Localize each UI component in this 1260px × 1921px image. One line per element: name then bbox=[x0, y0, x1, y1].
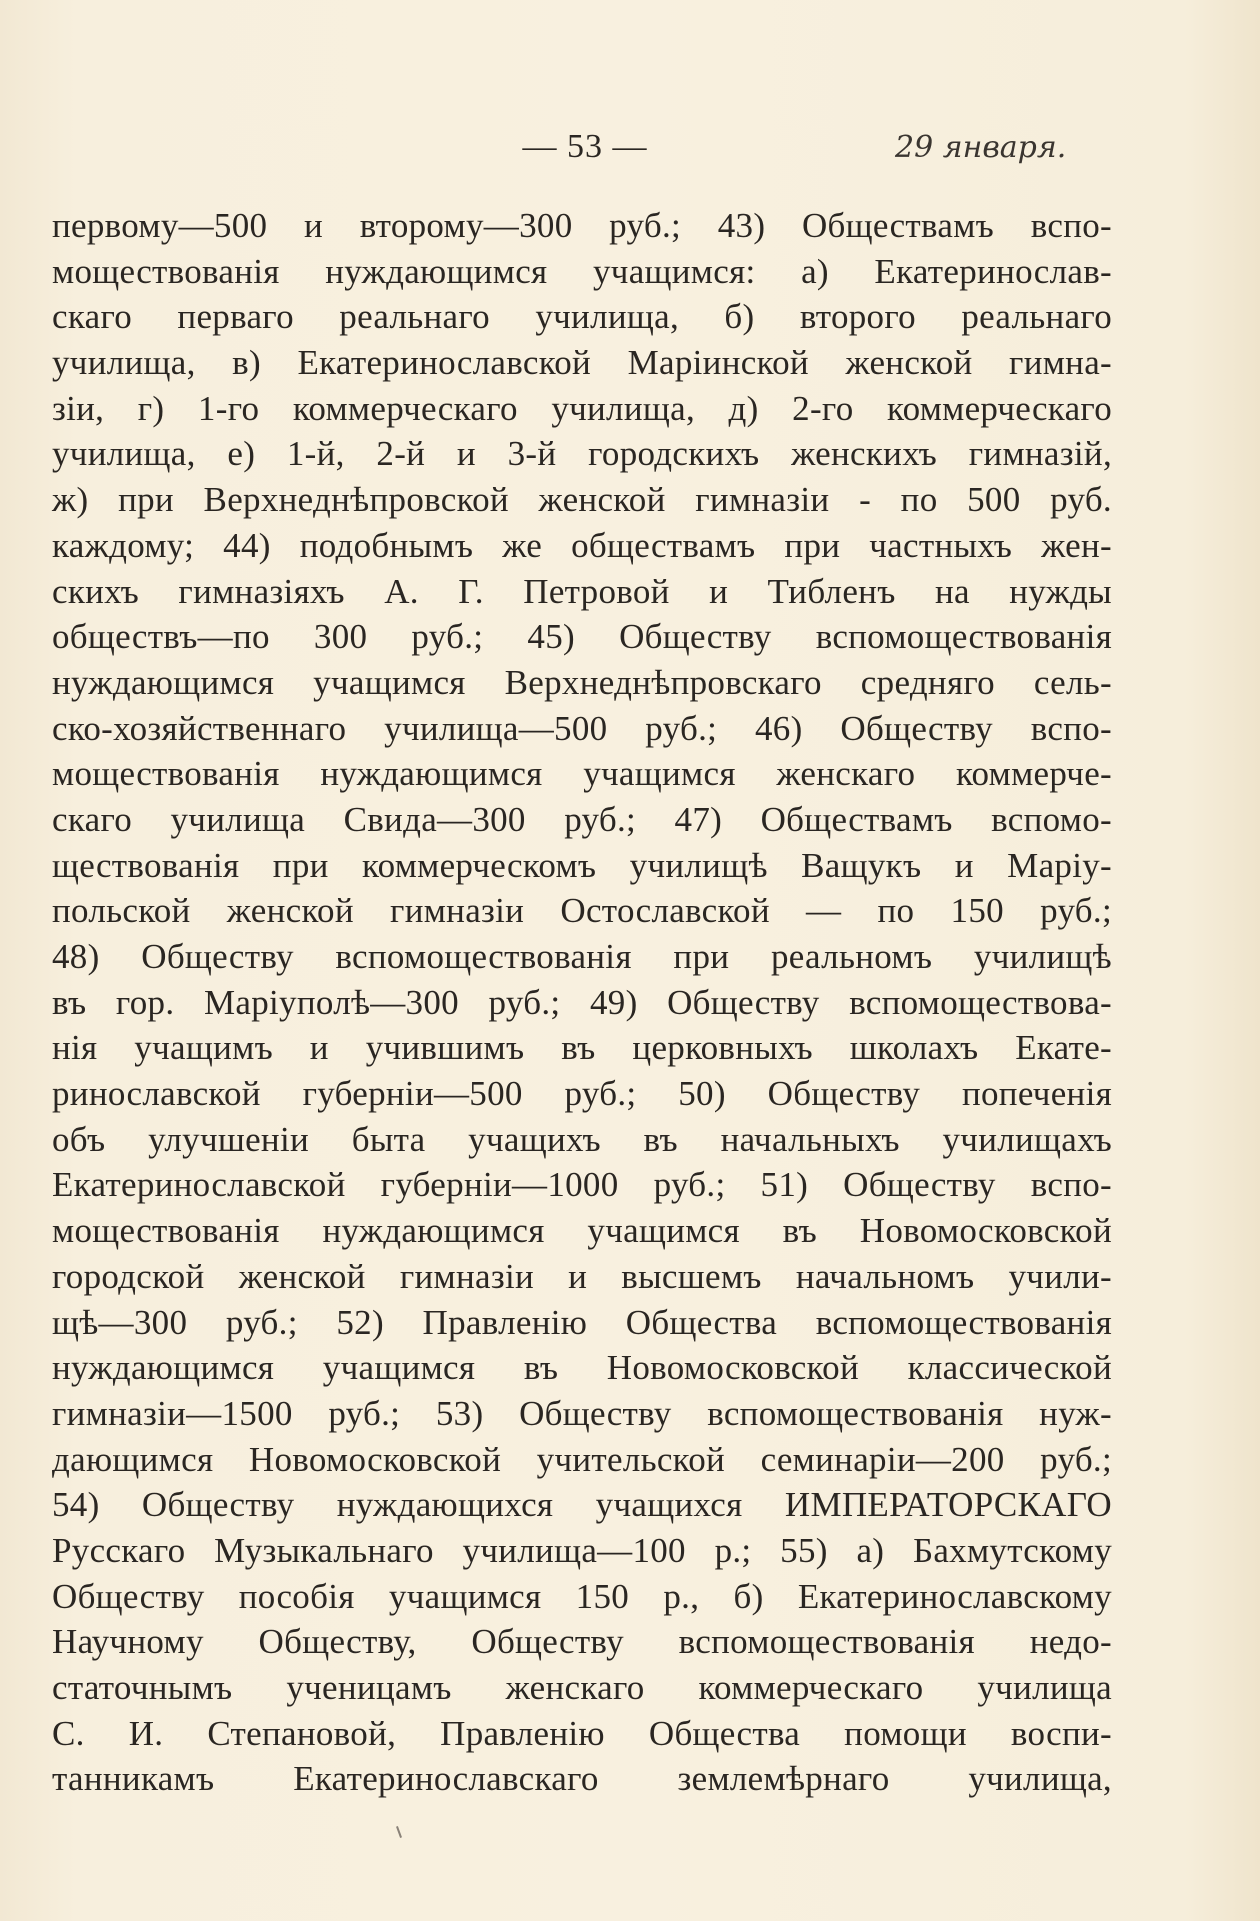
text-line: польской женской гимназіи Остославской — по 150 руб.; bbox=[52, 891, 1112, 931]
text-line: С. И. Степановой, Правленію Общества помощи воспи- bbox=[52, 1713, 1112, 1753]
text-line: скихъ гимназіяхъ А. Г. Петровой и Тибленъ на нужды bbox=[52, 571, 1112, 611]
text-line: въ гор. Маріуполѣ—300 руб.; 49) Обществу вспомоществова- bbox=[52, 982, 1112, 1022]
page-number: — 53 — bbox=[522, 128, 648, 165]
text-line: гимназіи—1500 руб.; 53) Обществу вспомоществованія нуж- bbox=[52, 1393, 1112, 1433]
text-line: училища, в) Екатеринославской Маріинской женской гимна- bbox=[52, 343, 1112, 383]
text-line: 48) Обществу вспомоществованія при реальномъ училищѣ bbox=[52, 937, 1112, 976]
text-line: ринославской губерніи—500 руб.; 50) Обществу попеченія bbox=[52, 1074, 1112, 1114]
text-line: танникамъ Екатеринославскаго землемѣрнаго училища, bbox=[52, 1759, 1112, 1799]
text-line: дающимся Новомосковской учительской семинаріи—200 руб.; bbox=[52, 1439, 1112, 1479]
text-line: зіи, г) 1-го коммерческаго училища, д) 2-го коммерческаго bbox=[52, 388, 1112, 428]
text-line: городской женской гимназіи и высшемъ начальномъ учили- bbox=[52, 1256, 1112, 1296]
text-line: нія учащимъ и учившимъ въ церковныхъ школахъ Екате- bbox=[52, 1028, 1112, 1068]
text-line: Обществу пособія учащимся 150 р., б) Екатеринославскому bbox=[52, 1576, 1112, 1616]
text-line: каждому; 44) подобнымъ же обществамъ при частныхъ жен- bbox=[52, 525, 1112, 565]
text-line: статочнымъ ученицамъ женскаго коммерческаго училища bbox=[52, 1668, 1112, 1707]
paper-mark bbox=[396, 1826, 402, 1838]
text-line: училища, е) 1-й, 2-й и 3-й городскихъ женскихъ гимназій, bbox=[52, 434, 1112, 474]
body-text bbox=[52, 203, 1112, 1802]
text-line: скаго училища Свида—300 руб.; 47) Обществамъ вспомо- bbox=[52, 799, 1112, 839]
text-line: ж) при Верхнеднѣпровской женской гимназіи - по 500 руб. bbox=[52, 480, 1112, 520]
text-line: 54) Обществу нуждающихся учащихся ИМПЕРАТОРСКАГО bbox=[52, 1485, 1112, 1525]
text-line: мoществованія нуждающимся учащимся: а) Екатеринослав- bbox=[52, 251, 1112, 291]
page-header bbox=[0, 128, 1260, 178]
text-line: нуждающимся учащимся Верхнеднѣпровскаго средняго сель- bbox=[52, 662, 1112, 702]
text-line: Русскаго Музыкальнаго училища—100 р.; 55) а) Бахмутскому bbox=[52, 1530, 1112, 1570]
text-line: ско-хозяйственнаго училища—500 руб.; 46) Обществу вспо- bbox=[52, 708, 1112, 748]
text-line: мoществованія нуждающимся учащимся женскаго коммерче- bbox=[52, 754, 1112, 794]
handwritten-date: 29 января. bbox=[895, 130, 1067, 165]
text-line: мoществованія нуждающимся учащимся въ Новомосковской bbox=[52, 1211, 1112, 1251]
text-line: ществованія при коммерческомъ училищѣ Ващукъ и Маріу- bbox=[52, 845, 1112, 885]
text-line: щѣ—300 руб.; 52) Правленію Общества вспомоществованія bbox=[52, 1302, 1112, 1342]
text-line: Научному Обществу, Обществу вспомоществованія недо- bbox=[52, 1622, 1112, 1662]
text-line: обществъ—по 300 руб.; 45) Обществу вспомоществованія bbox=[52, 617, 1112, 657]
text-line: Екатеринославской губерніи—1000 руб.; 51) Обществу вспо- bbox=[52, 1165, 1112, 1205]
text-line: объ улучшеніи быта учащихъ въ начальныхъ училищахъ bbox=[52, 1119, 1112, 1159]
text-line: нуждающимся учащимся въ Новомосковской классической bbox=[52, 1348, 1112, 1388]
text-line: первому—500 и второму—300 руб.; 43) Обществамъ вспо- bbox=[52, 206, 1112, 245]
text-line: скаго перваго реальнаго училища, б) второго реальнаго bbox=[52, 297, 1112, 337]
